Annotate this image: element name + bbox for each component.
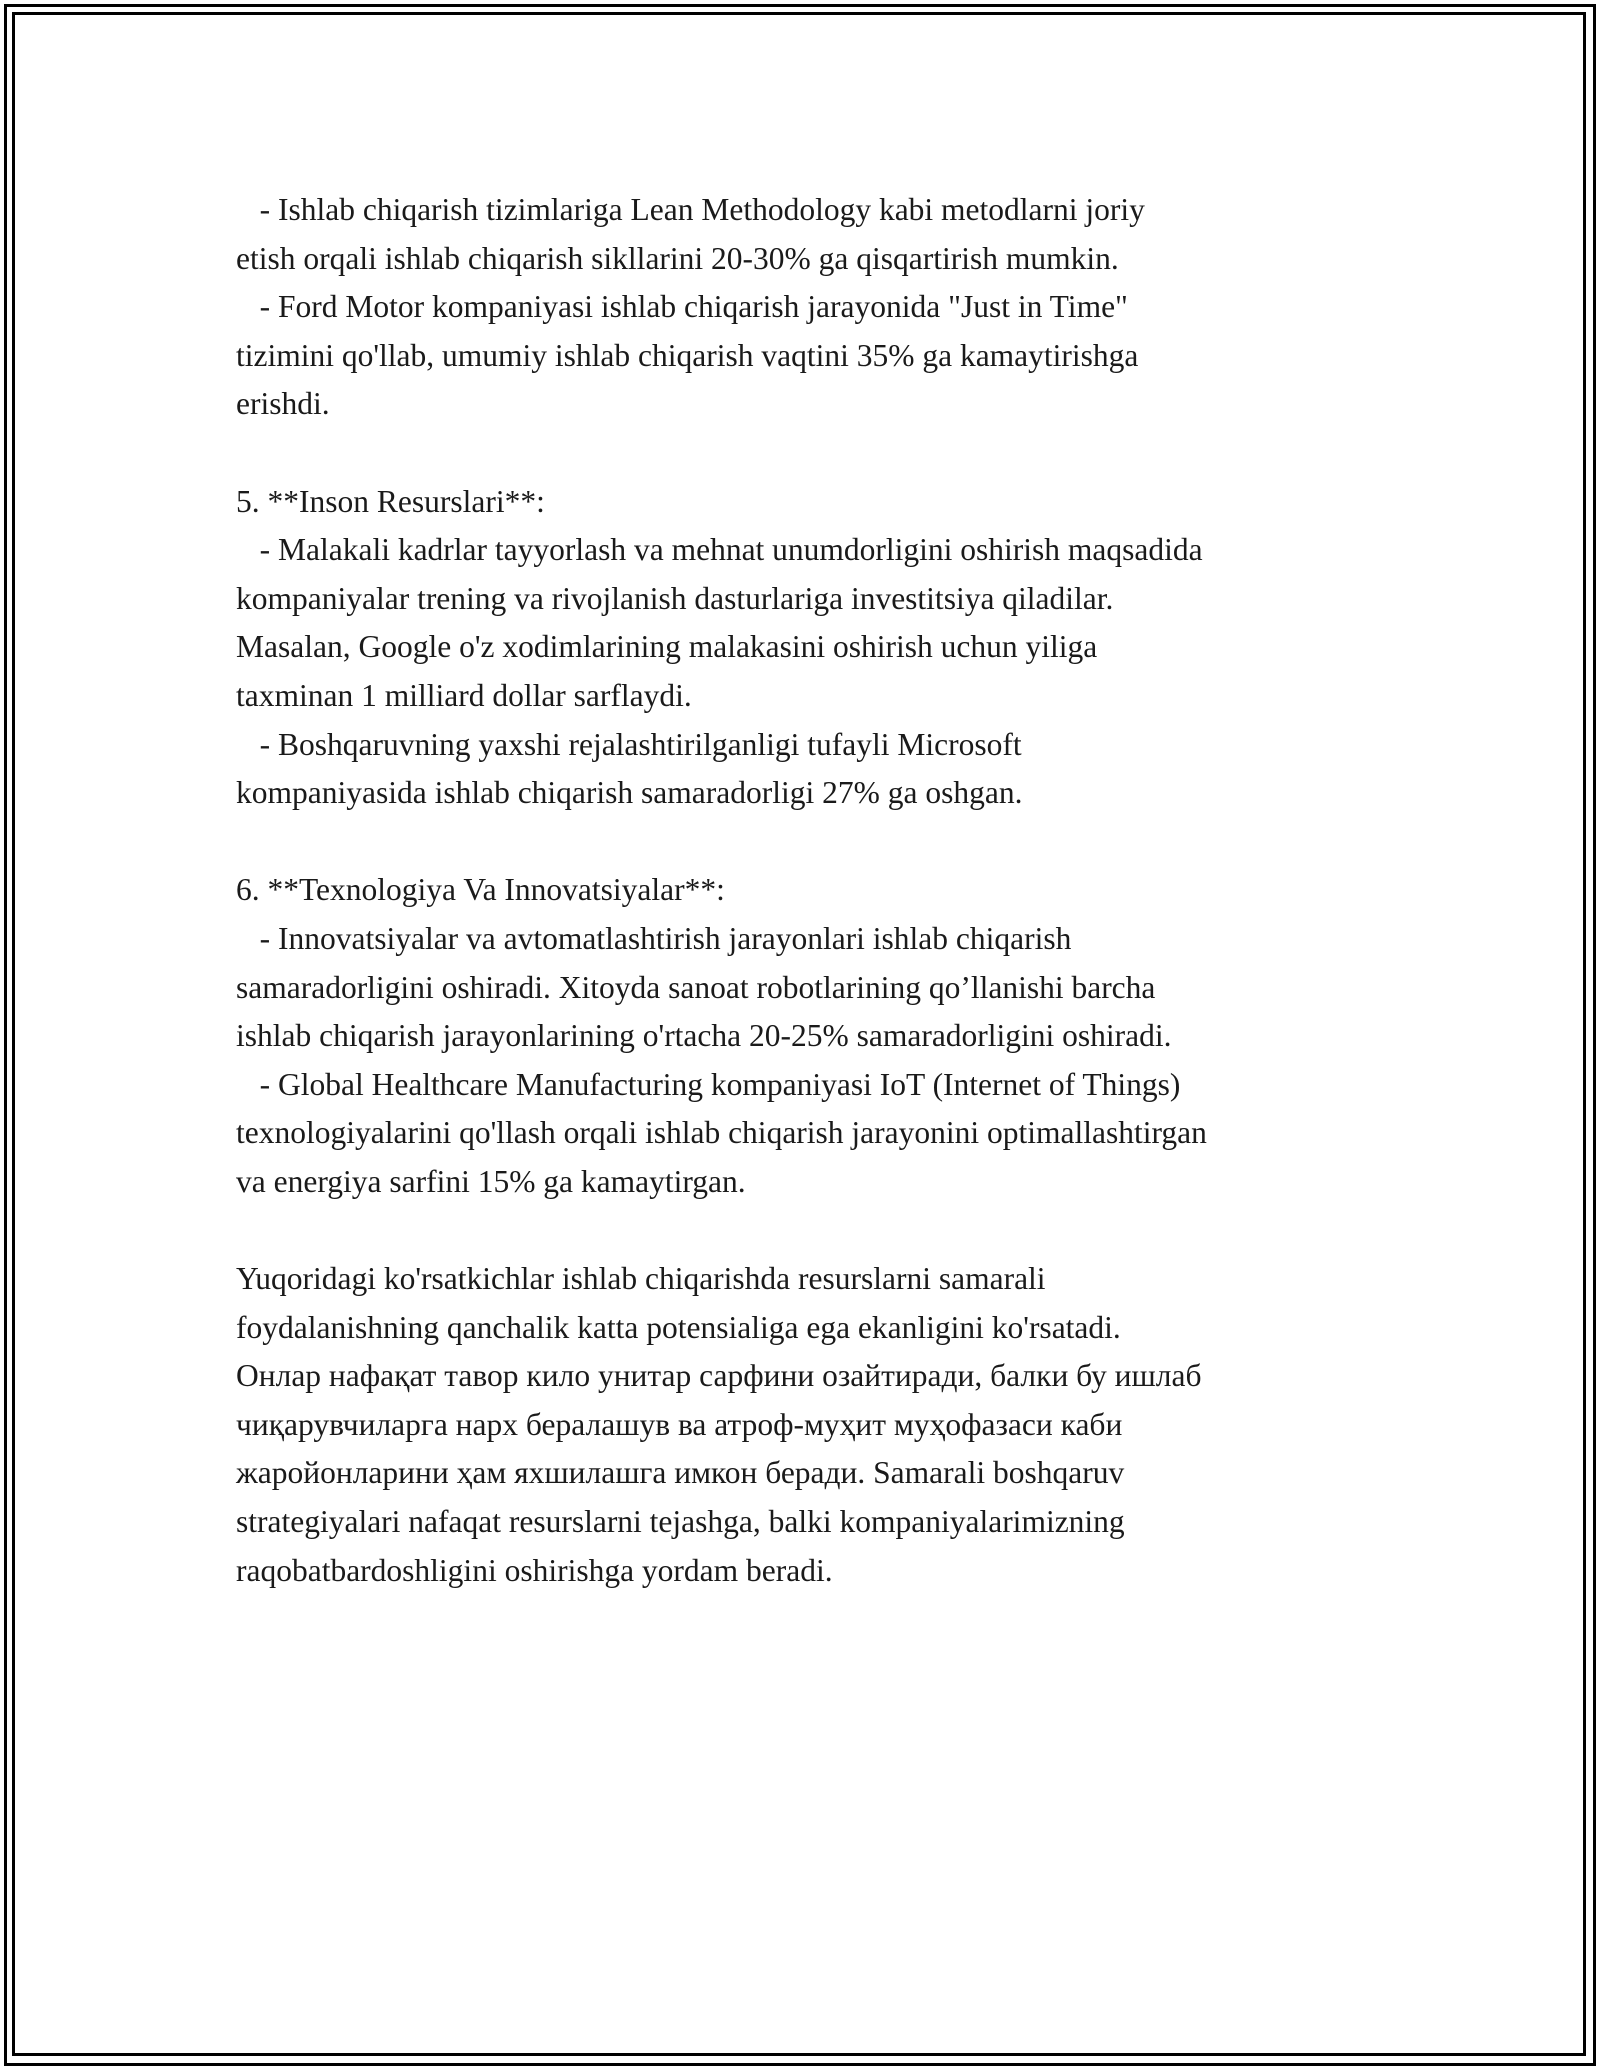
text-line: Masalan, Google o'z xodimlarining malakasini oshirish uchun yiliga	[236, 629, 1098, 665]
text-line: - Malakali kadrlar tayyorlash va mehnat unumdorligini oshirish maqsadida	[236, 532, 1203, 568]
text-line: Yuqoridagi ko'rsatkichlar ishlab chiqarishda resurslarni samarali	[236, 1261, 1046, 1297]
text-line: va energiya sarfini 15% ga kamaytirgan.	[236, 1163, 746, 1199]
text-line: raqobatbardoshligini oshirishga yordam beradi.	[236, 1552, 833, 1588]
text-line: tizimini qo'llab, umumiy ishlab chiqarish vaqtini 35% ga kamaytirishga	[236, 337, 1139, 373]
text-line: erishdi.	[236, 386, 330, 422]
text-line: - Global Healthcare Manufacturing kompaniyasi IoT (Internet of Things)	[236, 1066, 1181, 1102]
text-line: - Ford Motor kompaniyasi ishlab chiqarish jarayonida "Just in Time"	[236, 289, 1128, 325]
text-line: samaradorligini oshiradi. Xitoyda sanoat robotlarining qo’llanishi barcha	[236, 969, 1156, 1005]
paragraph-spacer	[236, 1206, 1396, 1255]
text-line: - Ishlab chiqarish tizimlariga Lean Methodology kabi metodlarni joriy	[236, 192, 1145, 227]
paragraph-spacer	[236, 429, 1396, 478]
text-line: - Innovatsiyalar va avtomatlashtirish jarayonlari ishlab chiqarish	[236, 920, 1072, 956]
text-line: foydalanishning qanchalik katta potensialiga ega ekanligini ko'rsatadi.	[236, 1309, 1121, 1345]
text-line: чиқарувчиларга нарх бералашув ва атроф-муҳит муҳофазаси каби	[236, 1406, 1123, 1442]
text-line: - Boshqaruvning yaxshi rejalashtirilganligi tufayli Microsoft	[236, 726, 1022, 762]
paragraph-spacer	[236, 818, 1396, 867]
text-line: жаройонларини ҳам яхшилашга имкон беради. Samarali boshqaruv	[236, 1455, 1125, 1491]
text-line: kompaniyalar trening va rivojlanish dasturlariga investitsiya qiladilar.	[236, 580, 1114, 616]
text-line: ishlab chiqarish jarayonlarining o'rtacha 20-25% samaradorligini oshiradi.	[236, 1018, 1172, 1054]
section-heading: 5. **Inson Resurslari**:	[236, 483, 545, 519]
text-line: taxminan 1 milliard dollar sarflaydi.	[236, 677, 692, 713]
text-line: kompaniyasida ishlab chiqarish samaradorligi 27% ga oshgan.	[236, 775, 1023, 811]
text-line: Онлар нафақат тавор кило унитар сарфини озайтиради, балки бу ишлаб	[236, 1358, 1202, 1394]
section-heading: 6. **Texnologiya Va Innovatsiyalar**:	[236, 872, 725, 908]
text-line: etish orqali ishlab chiqarish sikllarini 20-30% ga qisqartirish mumkin.	[236, 240, 1119, 276]
document-body	[236, 186, 1396, 1595]
text-line: strategiyalari nafaqat resurslarni tejashga, balki kompaniyalarimizning	[236, 1504, 1125, 1540]
text-line: texnologiyalarini qo'llash orqali ishlab chiqarish jarayonini optimallashtirgan	[236, 1115, 1207, 1151]
